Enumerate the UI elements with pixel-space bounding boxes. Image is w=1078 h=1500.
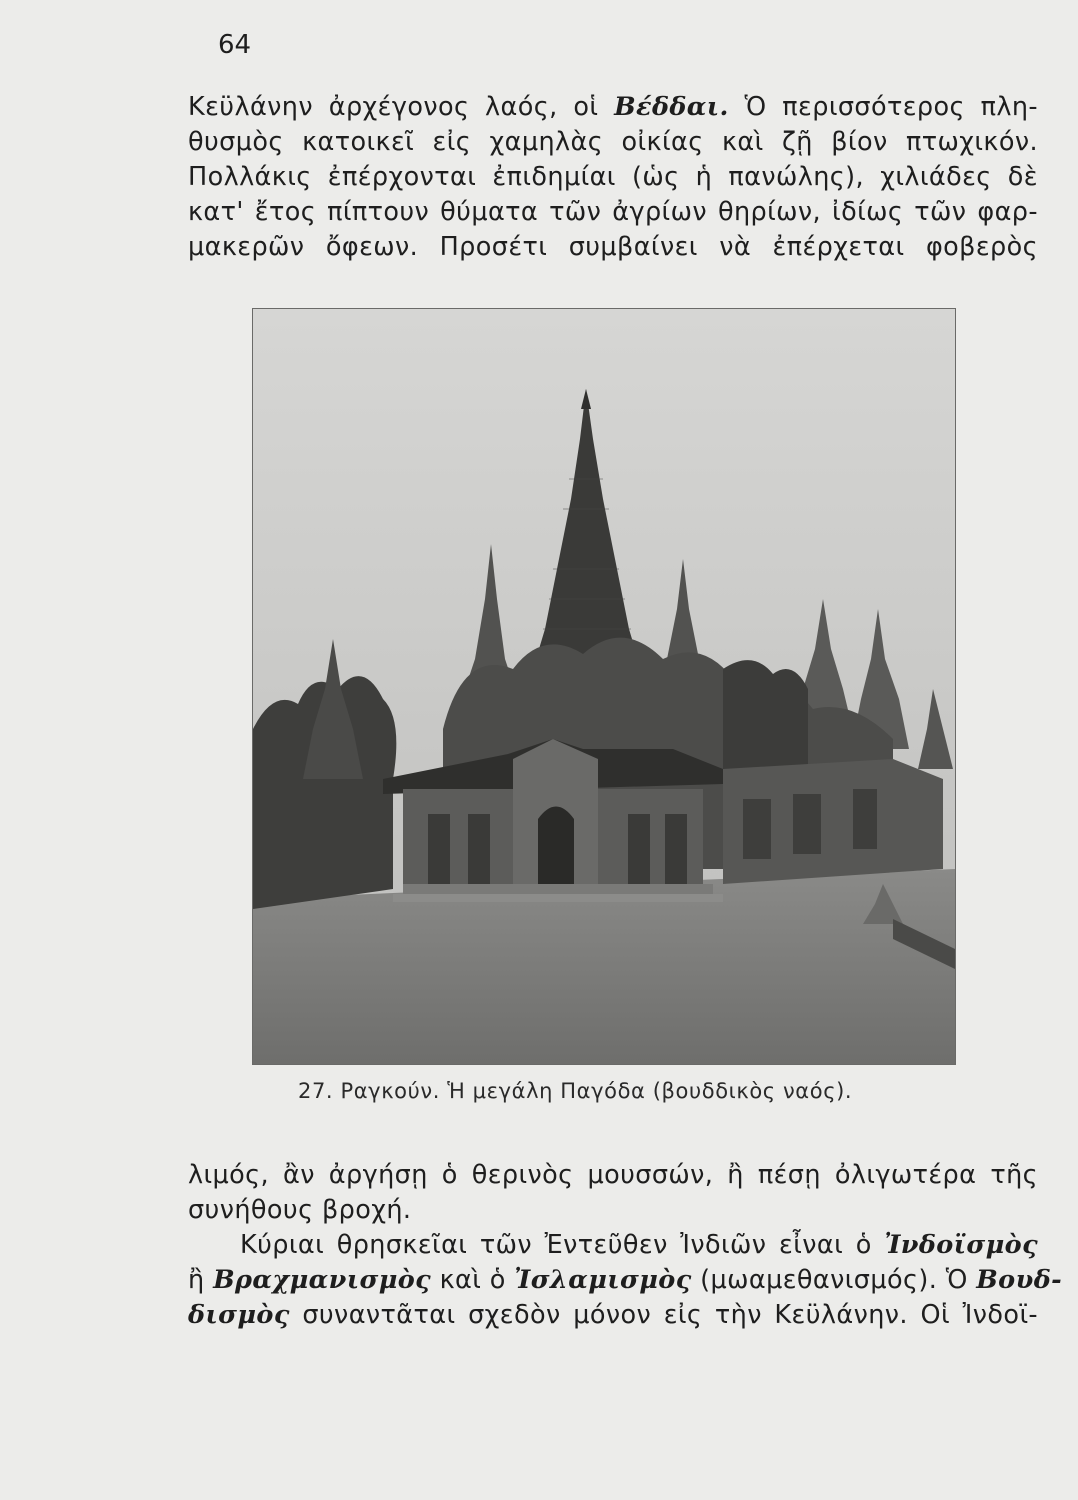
- text-line: Κύριαι θρησκεῖαι τῶν Ἐντεῦθεν Ἰνδιῶν εἶναι ὁ Ἰνδοϊσμὸς: [240, 1230, 1038, 1260]
- term-dismos: δισμὸς: [188, 1300, 290, 1330]
- term-veddai: Βέδδαι.: [614, 92, 729, 122]
- text-line: θυσμὸς κατοικεῖ εἰς χαμηλὰς οἰκίας καὶ ζῇ βίον πτωχικόν.: [188, 127, 1038, 157]
- text-line: δισμὸς συναντᾶται σχεδὸν μόνον εἰς τὴν Κεϋλάνην. Οἱ Ἰνδοϊ-: [188, 1300, 1038, 1330]
- text-line: ἢ Βραχμανισμὸς καὶ ὁ Ἰσλαμισμὸς (μωαμεθανισμός). Ὁ Βουδ-: [188, 1265, 1063, 1295]
- term-indoismos: Ἰνδοϊσμὸς: [884, 1230, 1038, 1260]
- term-vrachmanismos: Βραχμανισμὸς: [213, 1265, 432, 1295]
- figure-caption: 27. Ραγκούν. Ἡ μεγάλη Παγόδα (βουδδικὸς ναός).: [298, 1079, 853, 1103]
- paragraph-bottom: [188, 1158, 1063, 1333]
- paragraph-top: [188, 90, 1038, 265]
- page-number: 64: [218, 30, 252, 60]
- text-line: κατ' ἔτος πίπτουν θύματα τῶν ἀγρίων θηρίων, ἰδίως τῶν φαρ-: [188, 197, 1038, 227]
- text-line: μακερῶν ὄφεων. Προσέτι συμβαίνει νὰ ἐπέρχεται φοβερὸς: [188, 232, 1038, 262]
- text-line: συνήθους βροχή.: [188, 1195, 412, 1225]
- text-line: Πολλάκις ἐπέρχονται ἐπιδημίαι (ὡς ἡ πανώλης), χιλιάδες δὲ: [188, 162, 1038, 192]
- term-islamismos: Ἰσλαμισμὸς: [514, 1265, 692, 1295]
- text-line: Κεϋλάνην ἀρχέγονος λαός, οἱ Βέδδαι. Ὁ περισσότερος πλη-: [188, 92, 1038, 122]
- pagoda-photo: [252, 308, 956, 1065]
- text-line: λιμός, ἂν ἀργήσῃ ὁ θερινὸς μουσσών, ἢ πέσῃ ὀλιγωτέρα τῆς: [188, 1160, 1038, 1190]
- term-voud: Βουδ-: [976, 1265, 1063, 1295]
